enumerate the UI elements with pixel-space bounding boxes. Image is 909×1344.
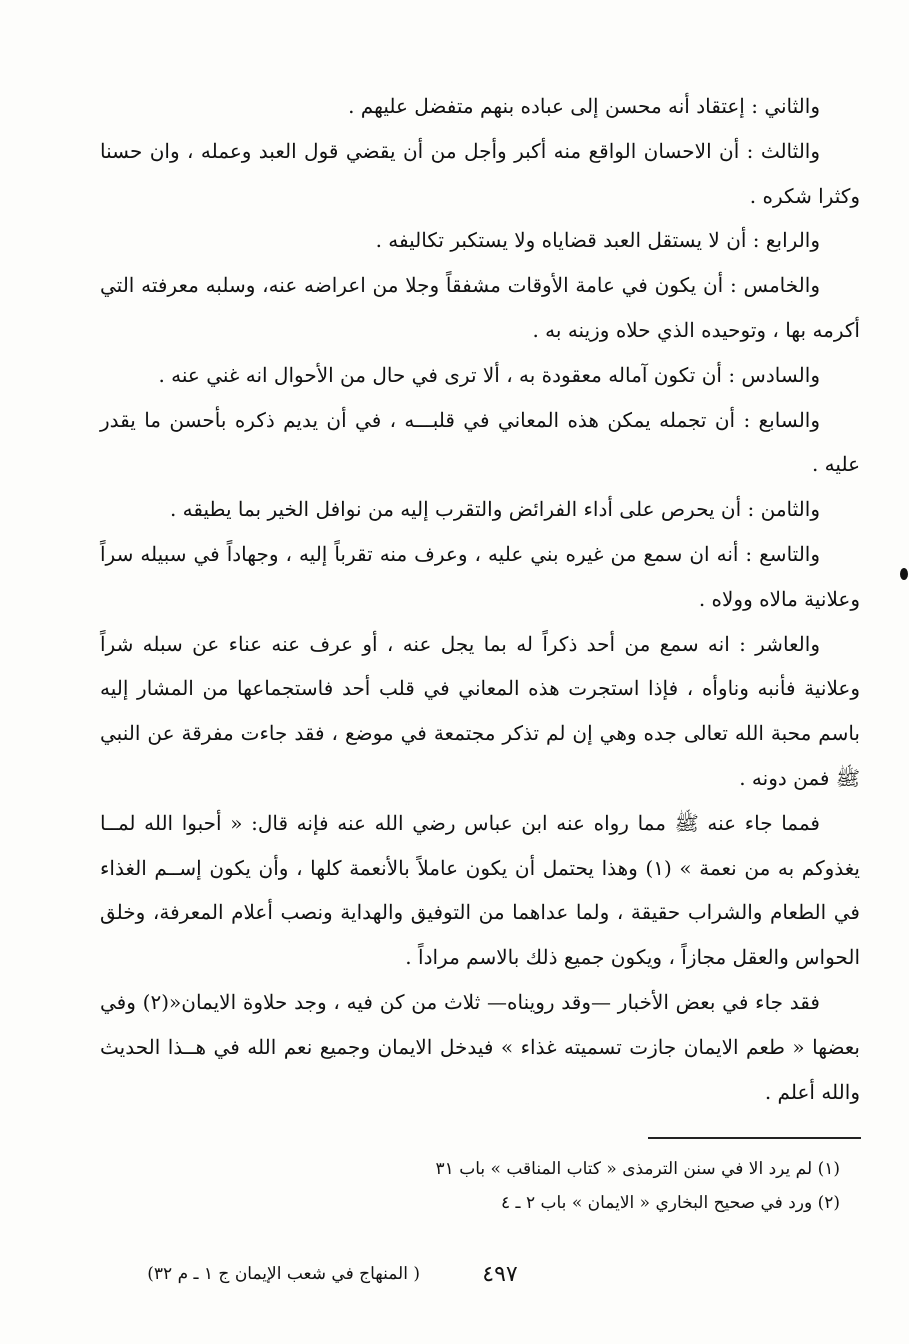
paragraph-conclusion: فقد جاء في بعض الأخبار —وقد رويناه— ثلاث من كن فيه ، وجد حلاوة الايمان«(٢) وفي بعضها « طعم الايمان جازت تسميته غذاء » فيدخل الايمان وجميع نعم الله في هــذا الحديث والله أعلم . bbox=[100, 989, 860, 1104]
paragraph-fourth: والرابع : أن لا يستقل العبد قضاياه ولا يستكبر تكاليفه . bbox=[375, 228, 820, 253]
footnote-1: (١) لم يرد الا في سنن الترمذى « كتاب المناقب » باب ٣١ bbox=[435, 1159, 840, 1179]
paragraph-second: والثاني : إعتقاد أنه محسن إلى عباده بنهم متفضل عليهم . bbox=[348, 94, 820, 118]
footnotes bbox=[300, 1152, 840, 1220]
book-reference: ( المنهاج في شعب الإيمان ج ١ ـ م ٣٢) bbox=[147, 1264, 420, 1284]
page-number: ٤٩٧ bbox=[482, 1262, 518, 1287]
footnote-divider bbox=[648, 1137, 861, 1139]
paragraph-third: والثالث : أن الاحسان الواقع منه أكبر وأجل من أن يقضي قول العبد وعمله ، وان حسنا وكثرا شكره . bbox=[100, 138, 860, 208]
paragraph-ninth: والتاسع : أنه ان سمع من غيره بني عليه ، وعرف منه تقرباً إليه ، وجهاداً في سبيله سراً وعلانية مالاه وولاه . bbox=[100, 541, 860, 611]
paragraph-tenth: والعاشر : انه سمع من أحد ذكراً له بما يجل عنه ، أو عرف عنه عناء عن سبله شراً وعلانية فأنبه وناوأه ، فإذا استجرت هذه المعاني في قلب أحد فاستجماعها من المشار إليه باسم محبة الله تعالى جده وهي إن لم تذكر مجتمعة في موضع ، فقد جاءت مفرقة عن النبي ﷺ فمن دونه . bbox=[100, 631, 860, 790]
main-text-block bbox=[100, 84, 860, 1114]
paragraph-eighth: والثامن : أن يحرص على أداء الفرائض والتقرب إليه من نوافل الخير بما يطيقه . bbox=[169, 497, 820, 522]
paragraph-seventh: والسابع : أن تجمله يمكن هذه المعاني في قلبـــه ، في أن يديم ذكره بأحسن ما يقدر عليه . bbox=[100, 407, 860, 477]
paragraph-sixth: والسادس : أن تكون آماله معقودة به ، ألا ترى في حال من الأحوال انه غني عنه . bbox=[158, 362, 820, 387]
footnote-2: (٢) ورد في صحيح البخاري « الايمان » باب ٢ ـ ٤ bbox=[501, 1193, 840, 1213]
margin-mark bbox=[900, 568, 908, 580]
paragraph-fifth: والخامس : أن يكون في عامة الأوقات مشفقاً وجلا من اعراضه عنه، وسلبه معرفته التي أكرمه بها ، وتوحيده الذي حلاه وزينه به . bbox=[100, 273, 860, 342]
paragraph-hadith: فمما جاء عنه ﷺ مما رواه عنه ابن عباس رضي الله عنه فإنه قال: « أحبوا الله لمــا يغذوكم به من نعمة » (١) وهذا يحتمل أن يكون عاملاً بالأنعمة كلها ، وأن يكون إســم الغذاء في الطعام والشراب حقيقة ، ولما عداهما من التوفيق والهداية ونصب أعلام المعرفة، وخلق الحواس والعقل مجازاً ، ويكون جميع ذلك بالاسم مراداً . bbox=[100, 810, 860, 970]
